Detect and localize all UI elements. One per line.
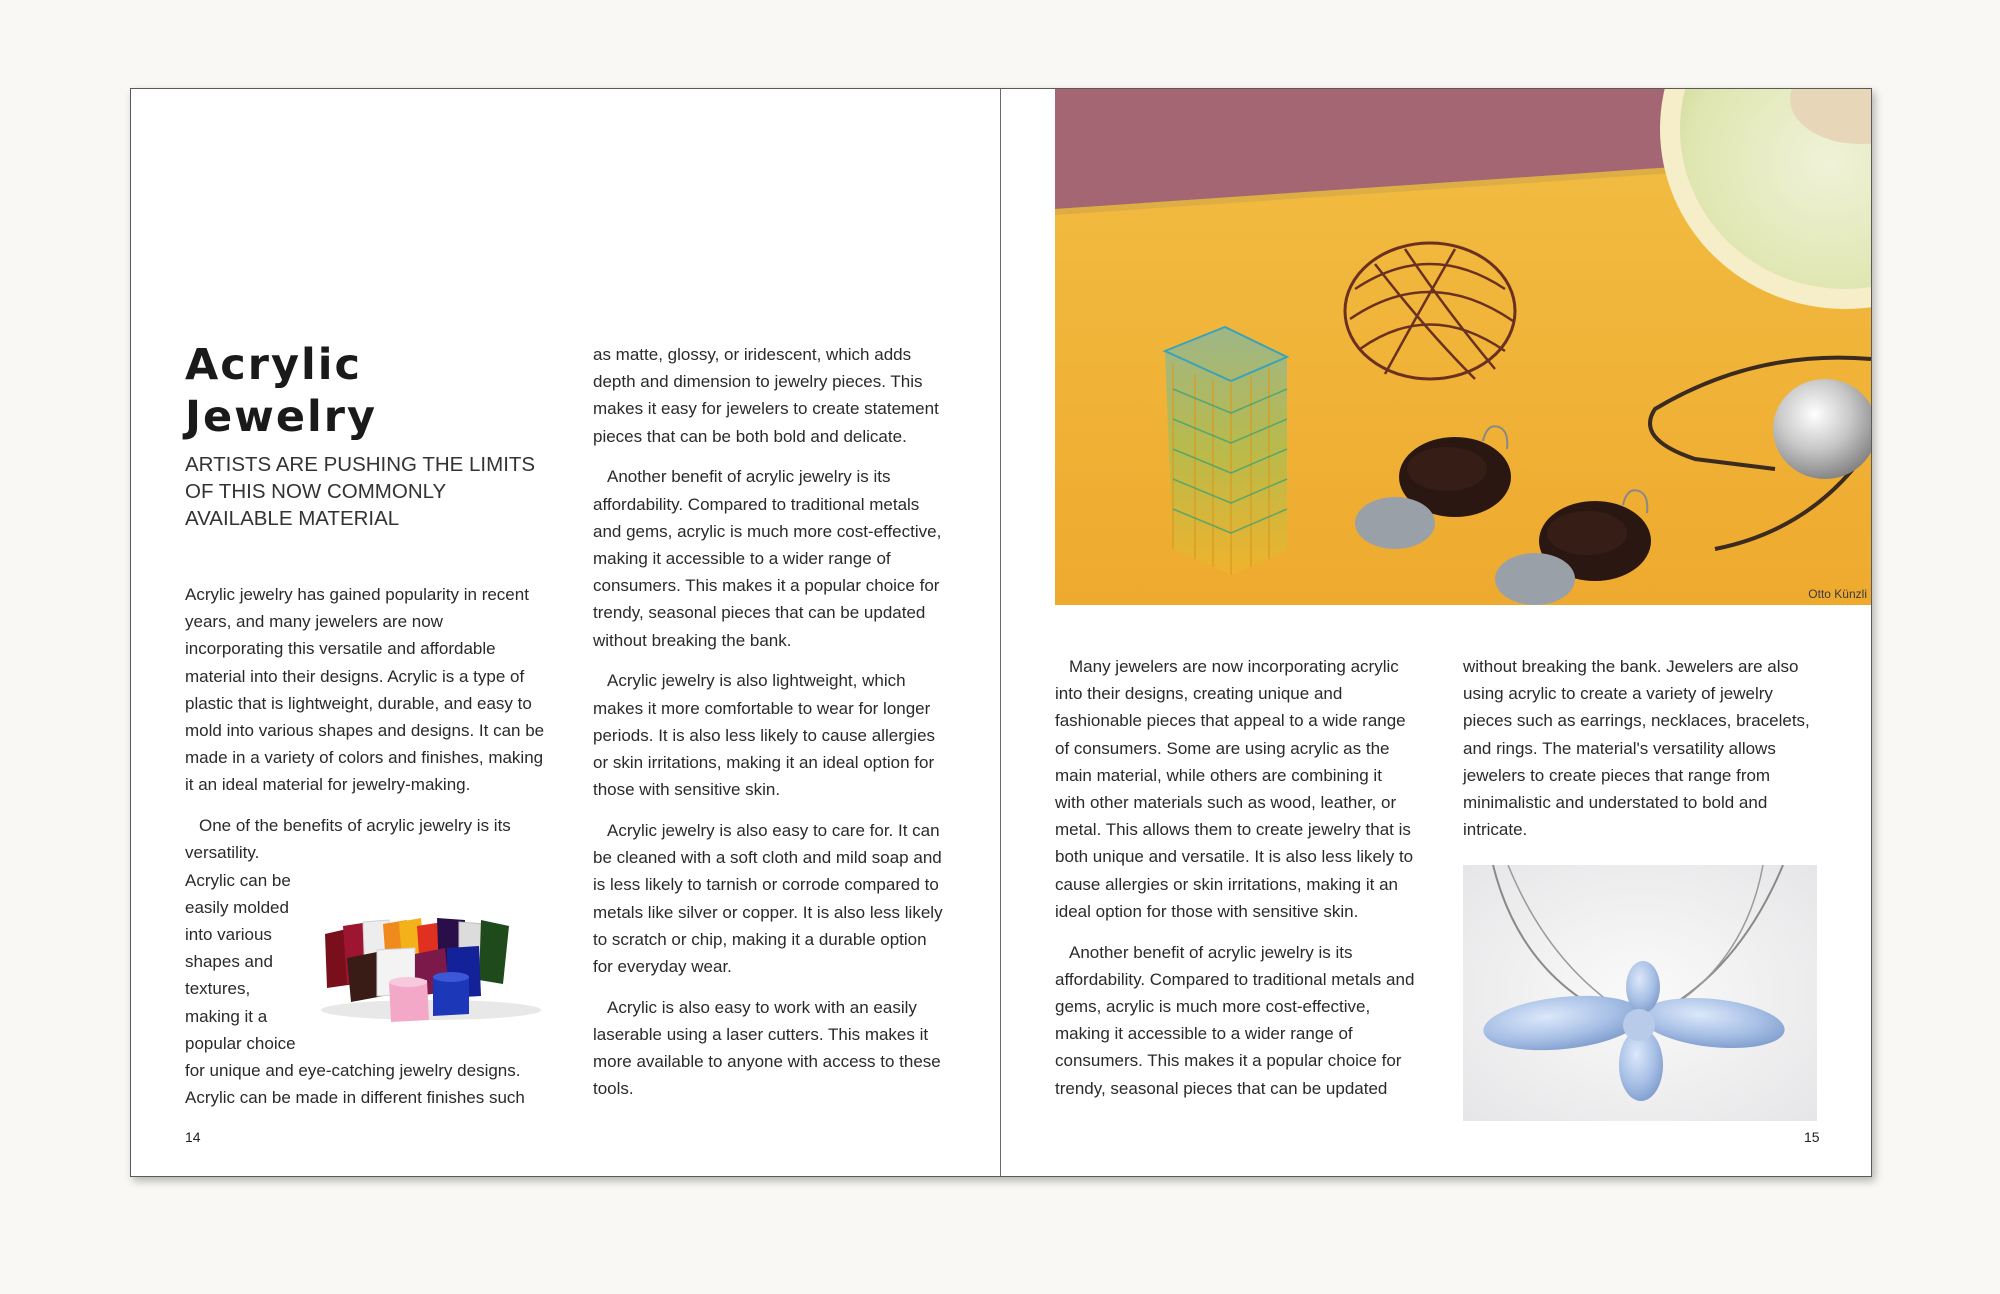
right-col2-paragraph-1: without breaking the bank. Jewelers are also using acrylic to create a variety of jewelry pieces such as earrings, necklaces, bracelets, and rings. The material's versatility allows jewelers to create pieces that range from minimalistic and understated to bold and intricate.	[1463, 657, 1810, 840]
right-col1-paragraph-1: Many jewelers are now incorporating acrylic into their designs, creating unique and fashionable pieces that appeal to a wide range of consumers. Some are using acrylic as the main material, while others are combining it with other materials such as wood, leather, or metal. This allows them to create jewelry that is both unique and versatile. It is also less likely to cause allergies or skin irritations, making it an ideal option for those with sensitive skin.	[1055, 657, 1414, 921]
right-column-1	[1055, 653, 1415, 1115]
page-number-left: 14	[185, 1129, 201, 1145]
article-title: Acrylic Jewelry	[185, 340, 378, 442]
necklace-photo	[1463, 865, 1817, 1121]
book-spread	[130, 88, 1872, 1177]
left-col2-paragraph-1: as matte, glossy, or iridescent, which adds depth and dimension to jewelry pieces. This makes it easy for jewelers to create statement pieces that can be both bold and delicate.	[593, 345, 939, 446]
left-col2-paragraph-4: Acrylic jewelry is also easy to care for. It can be cleaned with a soft cloth and mild soap and is less likely to tarnish or corrode compared to metals like silver or copper. It is also less likely to scratch or chip, making it a durable option for everyday wear.	[593, 821, 943, 977]
left-col2-paragraph-2: Another benefit of acrylic jewelry is its affordability. Compared to traditional metals and gems, acrylic is much more cost-effective, making it accessible to a wider range of consumers. This makes it a popular choice for trendy, seasonal pieces that can be updated without breaking the bank.	[593, 467, 942, 650]
left-col1-paragraph-1: Acrylic jewelry has gained popularity in recent years, and many jewelers are now incorporating this versatile and affordable material into their designs. Acrylic is a type of plastic that is lightweight, durable, and easy to mold into various shapes and designs. It can be made in a variety of colors and finishes, making it an ideal material for jewelry-making.	[185, 585, 545, 795]
left-col1-paragraph-2-intro: One of the benefits of acrylic jewelry is its versatility.	[185, 816, 511, 863]
article-subtitle: ARTISTS ARE PUSHING THE LIMITS OF THIS NOW COMMONLY AVAILABLE MATERIAL	[185, 453, 536, 530]
hero-photo	[1055, 89, 1871, 605]
left-col2-paragraph-5: Acrylic is also easy to work with an easily laserable using a laser cutters. This makes it more available to anyone with access to these tools.	[593, 997, 941, 1099]
left-column-1	[185, 581, 545, 1125]
left-col1-paragraph-2-rest: for unique and eye-catching jewelry designs. Acrylic can be made in different finishes such	[185, 1061, 525, 1108]
acrylic-jewelry-photo	[1055, 89, 1871, 605]
gutter-divider	[1000, 89, 1001, 1176]
blue-pendant-necklace-image	[1463, 865, 1817, 1121]
photo-credit: Otto Künzli	[1808, 587, 1867, 601]
wrap-block	[185, 867, 545, 1057]
right-col1-paragraph-2: Another benefit of acrylic jewelry is its affordability. Compared to traditional metals and gems, acrylic is much more cost-effective, making it accessible to a wider range of consumers. This makes it a popular choice for trendy, seasonal pieces that can be updated	[1055, 942, 1415, 1098]
right-column-2	[1463, 653, 1823, 857]
left-column-2	[593, 341, 943, 1116]
left-col1-paragraph-2-wrap: Acrylic can be easily molded into various shapes and textures, making it a popular choice	[185, 870, 296, 1053]
page-number-right: 15	[1804, 1129, 1820, 1145]
left-col2-paragraph-3: Acrylic jewelry is also lightweight, which makes it more comfortable to wear for longer periods. It is also less likely to cause allergies or skin irritations, making it an ideal option for those with sensitive skin.	[593, 671, 936, 800]
acrylic-cylinders-image	[303, 892, 543, 1032]
